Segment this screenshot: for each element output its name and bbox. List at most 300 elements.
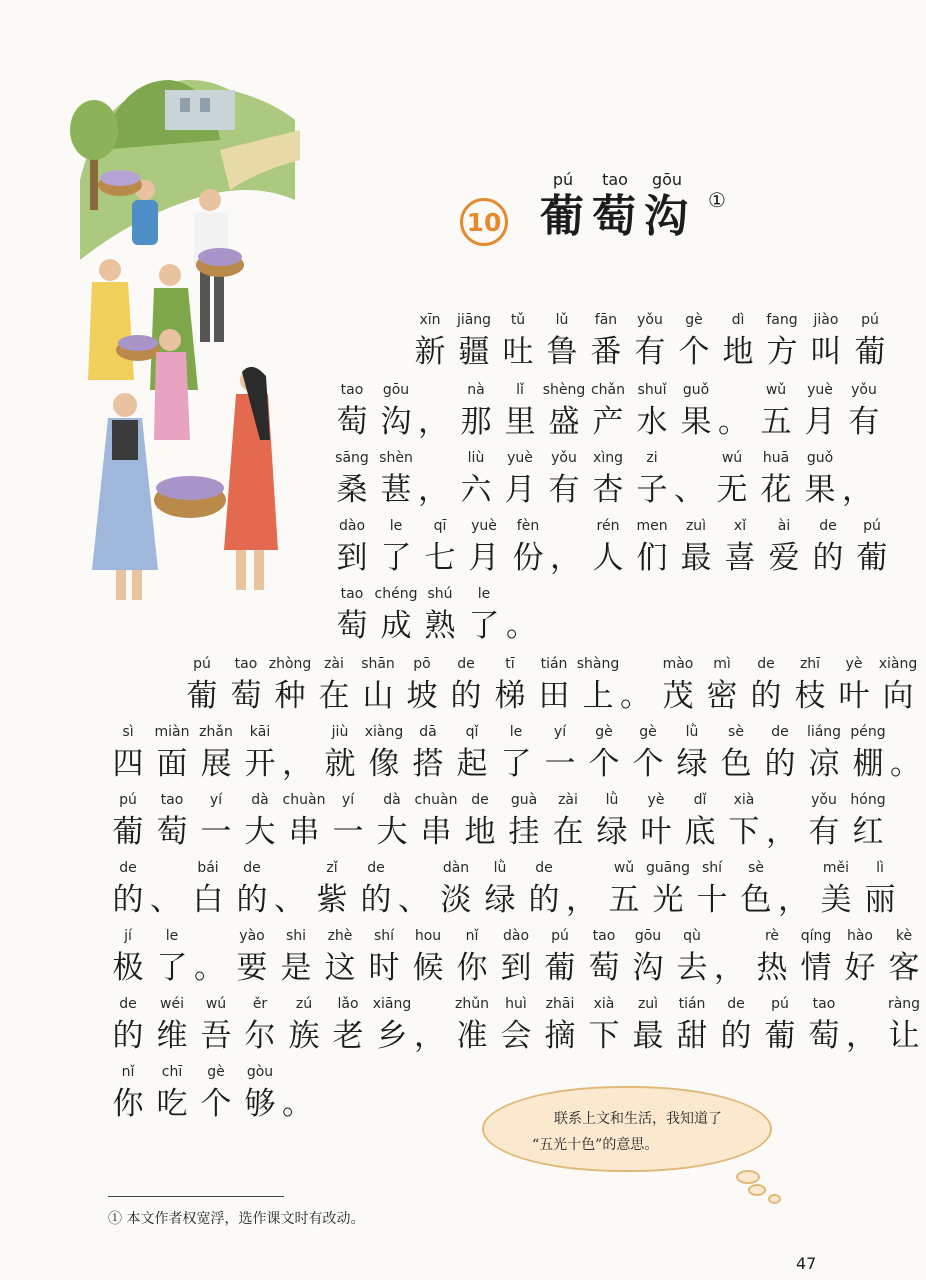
char-cell — [858, 858, 902, 922]
char-cell — [414, 790, 458, 854]
hanzi: 份 — [512, 540, 544, 576]
pinyin: dā — [419, 724, 437, 740]
hanzi: 葡 — [544, 950, 576, 986]
hanzi: 尔 — [244, 1018, 276, 1054]
char-cell — [672, 310, 716, 374]
hanzi: 红 — [852, 814, 884, 850]
pinyin: xīn — [419, 312, 441, 328]
hanzi: 沟 — [632, 950, 664, 986]
pinyin: tao — [592, 928, 616, 944]
pinyin: jiào — [813, 312, 839, 328]
char-cell — [758, 994, 802, 1058]
pinyin: wú — [721, 450, 743, 466]
title-hanzi: 沟 — [644, 191, 690, 242]
char-cell — [454, 448, 498, 512]
pinyin: tao — [160, 792, 184, 808]
hanzi: 的 — [528, 882, 560, 918]
pinyin: le — [509, 724, 523, 740]
char-cell — [282, 790, 326, 854]
text-line — [106, 790, 890, 854]
pinyin: jí — [124, 928, 132, 944]
punctuation — [566, 858, 602, 922]
hanzi: 个 — [632, 746, 664, 782]
pinyin: de — [367, 860, 385, 876]
char-cell — [418, 516, 462, 580]
punctuation — [150, 858, 186, 922]
char-cell — [538, 994, 582, 1058]
text-line — [330, 380, 886, 444]
pinyin: xiāng — [372, 996, 412, 1012]
pinyin: rè — [764, 928, 780, 944]
hanzi: 候 — [412, 950, 444, 986]
hanzi: 的 — [764, 746, 796, 782]
hanzi: 棚 — [852, 746, 884, 782]
pinyin: mào — [662, 656, 694, 672]
char-cell — [538, 926, 582, 990]
hanzi: 种 — [274, 678, 306, 714]
pinyin: tián — [540, 656, 568, 672]
hanzi: 杏 — [592, 472, 624, 508]
char-cell — [106, 722, 150, 786]
pinyin: tao — [340, 382, 364, 398]
char-cell — [374, 584, 418, 648]
pinyin: lǔ — [555, 312, 569, 328]
hanzi: 的 — [236, 882, 268, 918]
char-cell — [230, 858, 274, 922]
title-hanzi: 葡 — [540, 191, 586, 242]
pinyin: fān — [594, 312, 618, 328]
pinyin: tao — [234, 656, 258, 672]
hanzi: 萄 — [588, 950, 620, 986]
pinyin: shèng — [542, 382, 586, 398]
char-cell — [670, 926, 714, 990]
char-cell — [106, 994, 150, 1058]
pinyin: zhǔn — [455, 996, 489, 1012]
pinyin: ài — [777, 518, 791, 534]
pinyin: qī — [433, 518, 447, 534]
pinyin: bái — [197, 860, 219, 876]
hanzi: 山 — [362, 678, 394, 714]
pinyin: lì — [876, 860, 884, 876]
char-cell — [848, 310, 892, 374]
char-cell — [106, 1062, 150, 1126]
hanzi: 月 — [804, 404, 836, 440]
char-cell — [282, 994, 326, 1058]
hanzi: 。 — [506, 608, 537, 644]
hanzi: 摘 — [544, 1018, 576, 1054]
hanzi: 。 — [718, 404, 749, 440]
hanzi: ， — [418, 404, 449, 440]
hanzi: 葚 — [380, 472, 412, 508]
hanzi: 梯 — [494, 678, 526, 714]
hanzi: 最 — [680, 540, 712, 576]
hanzi: 地 — [722, 334, 754, 370]
hanzi: 绿 — [676, 746, 708, 782]
char-cell — [584, 310, 628, 374]
hanzi: 了 — [500, 746, 532, 782]
hanzi: 、 — [274, 882, 305, 918]
char-cell — [310, 858, 354, 922]
char-cell — [326, 790, 370, 854]
hanzi: 在 — [318, 678, 350, 714]
pinyin: jiāng — [456, 312, 492, 328]
hanzi: 一 — [332, 814, 364, 850]
text-line — [106, 1062, 318, 1126]
char-cell — [312, 654, 356, 718]
pinyin: hào — [846, 928, 874, 944]
char-cell — [450, 722, 494, 786]
hanzi: 六 — [460, 472, 492, 508]
hanzi: 丽 — [864, 882, 896, 918]
pinyin: pō — [413, 656, 431, 672]
char-cell — [370, 790, 414, 854]
char-cell — [238, 994, 282, 1058]
hanzi: 爱 — [768, 540, 800, 576]
char-cell — [330, 584, 374, 648]
pinyin: sè — [728, 724, 744, 740]
hanzi: ， — [414, 1018, 445, 1054]
pinyin: dào — [338, 518, 366, 534]
char-cell — [450, 926, 494, 990]
hanzi: 。 — [282, 1086, 313, 1122]
pinyin: pú — [119, 792, 137, 808]
pinyin: de — [471, 792, 489, 808]
pinyin: shí — [373, 928, 395, 944]
hanzi: 五 — [760, 404, 792, 440]
char-cell — [330, 448, 374, 512]
pinyin: hóng — [850, 792, 886, 808]
pinyin: guǒ — [806, 450, 834, 466]
hanzi: 五 — [608, 882, 640, 918]
pinyin: yǒu — [637, 312, 663, 328]
char-cell — [700, 654, 744, 718]
footnote: ① 本文作者权宽浮，选作课文时有改动。 — [108, 1211, 365, 1227]
pinyin: chī — [161, 1064, 183, 1080]
pinyin: chuàn — [282, 792, 326, 808]
hanzi: 的 — [450, 678, 482, 714]
char-cell — [418, 584, 462, 648]
punctuation — [550, 516, 586, 580]
pinyin: kāi — [249, 724, 271, 740]
char-cell — [106, 790, 150, 854]
text-line — [330, 448, 878, 512]
hanzi: 那 — [460, 404, 492, 440]
pinyin: de — [819, 518, 837, 534]
char-cell — [582, 926, 626, 990]
pinyin: zi — [646, 450, 658, 466]
char-cell — [274, 926, 318, 990]
hanzi: 萄 — [808, 1018, 840, 1054]
char-cell — [150, 926, 194, 990]
char-cell — [434, 858, 478, 922]
char-cell — [750, 926, 794, 990]
char-cell — [408, 310, 452, 374]
text-line — [408, 310, 892, 374]
hanzi: 果 — [680, 404, 712, 440]
char-cell — [802, 722, 846, 786]
char-cell — [330, 516, 374, 580]
title-char — [540, 170, 586, 244]
pinyin: gè — [595, 724, 613, 740]
pinyin: zhāi — [545, 996, 575, 1012]
hanzi: 枝 — [794, 678, 826, 714]
char-cell — [186, 858, 230, 922]
hanzi: 萄 — [230, 678, 262, 714]
char-cell — [754, 380, 798, 444]
char-cell — [362, 926, 406, 990]
char-cell — [678, 790, 722, 854]
hanzi: 叶 — [640, 814, 672, 850]
pinyin: shèn — [379, 450, 413, 466]
char-cell — [586, 380, 630, 444]
hanzi: 准 — [456, 1018, 488, 1054]
hanzi: 有 — [848, 404, 880, 440]
pinyin: yí — [341, 792, 355, 808]
pinyin: liáng — [806, 724, 842, 740]
pinyin: shi — [285, 928, 307, 944]
pinyin: nà — [467, 382, 485, 398]
hanzi: 客 — [888, 950, 920, 986]
hanzi: 水 — [636, 404, 668, 440]
text-line — [106, 926, 926, 990]
title-pinyin: pú — [552, 170, 574, 189]
pinyin: miàn — [154, 724, 190, 740]
hanzi: 维 — [156, 1018, 188, 1054]
hanzi: 串 — [420, 814, 452, 850]
punctuation — [766, 790, 802, 854]
pinyin: guǒ — [682, 382, 710, 398]
char-cell — [150, 994, 194, 1058]
char-cell — [194, 722, 238, 786]
char-cell — [374, 380, 418, 444]
char-cell — [494, 926, 538, 990]
hanzi: 淡 — [440, 882, 472, 918]
char-cell — [224, 654, 268, 718]
char-cell — [194, 790, 238, 854]
pinyin: tī — [505, 656, 515, 672]
char-cell — [804, 310, 848, 374]
char-cell — [458, 790, 502, 854]
pinyin: fèn — [516, 518, 540, 534]
text-line — [106, 722, 926, 786]
hanzi: 吃 — [156, 1086, 188, 1122]
hanzi: 、 — [674, 472, 705, 508]
pinyin: péng — [850, 724, 886, 740]
pinyin: qù — [683, 928, 701, 944]
char-cell — [626, 722, 670, 786]
char-cell — [498, 448, 542, 512]
char-cell — [670, 994, 714, 1058]
hanzi: 上 — [582, 678, 614, 714]
pinyin: le — [165, 928, 179, 944]
title-footnote-mark: ① — [708, 188, 726, 212]
char-cell — [788, 654, 832, 718]
char-cell — [318, 926, 362, 990]
pinyin: wú — [205, 996, 227, 1012]
char-cell — [690, 858, 734, 922]
pinyin: shí — [701, 860, 723, 876]
pinyin: jiù — [331, 724, 349, 740]
text-line — [106, 994, 926, 1058]
hanzi: 有 — [634, 334, 666, 370]
char-cell — [326, 994, 370, 1058]
hanzi: 底 — [684, 814, 716, 850]
hanzi: 起 — [456, 746, 488, 782]
pinyin: le — [477, 586, 491, 602]
char-cell — [494, 994, 538, 1058]
pinyin: mì — [713, 656, 731, 672]
hanzi: 挂 — [508, 814, 540, 850]
hanzi: 葡 — [112, 814, 144, 850]
char-cell — [760, 310, 804, 374]
char-cell — [762, 516, 806, 580]
pinyin: gè — [207, 1064, 225, 1080]
punctuation — [282, 722, 318, 786]
char-cell — [532, 654, 576, 718]
bubble-dot — [768, 1194, 781, 1204]
hanzi: 沟 — [380, 404, 412, 440]
punctuation — [506, 584, 542, 648]
hanzi: 吾 — [200, 1018, 232, 1054]
char-cell — [586, 448, 630, 512]
pinyin: sì — [122, 724, 134, 740]
char-cell — [268, 654, 312, 718]
punctuation — [674, 448, 710, 512]
pinyin: zǐ — [326, 860, 338, 876]
hanzi: 老 — [332, 1018, 364, 1054]
hanzi: ， — [778, 882, 809, 918]
pinyin: zhǎn — [199, 724, 233, 740]
punctuation — [890, 722, 926, 786]
pinyin: de — [457, 656, 475, 672]
text-line — [180, 654, 920, 718]
hanzi: 搭 — [412, 746, 444, 782]
hanzi: 葡 — [854, 334, 886, 370]
char-cell — [370, 994, 414, 1058]
hanzi: 有 — [808, 814, 840, 850]
pinyin: zuì — [685, 518, 707, 534]
hanzi: ， — [766, 814, 797, 850]
char-cell — [150, 1062, 194, 1126]
pinyin: de — [243, 860, 261, 876]
hanzi: 萄 — [336, 608, 368, 644]
char-cell — [106, 926, 150, 990]
char-cell — [714, 722, 758, 786]
char-cell — [356, 654, 400, 718]
hanzi: ， — [714, 950, 745, 986]
pinyin: pú — [861, 312, 879, 328]
text-line — [330, 516, 894, 580]
hanzi: 是 — [280, 950, 312, 986]
lesson-title — [540, 170, 690, 244]
hanzi: 下 — [728, 814, 760, 850]
char-cell — [194, 1062, 238, 1126]
pinyin: sè — [748, 860, 764, 876]
punctuation — [620, 654, 656, 718]
pinyin: de — [727, 996, 745, 1012]
hanzi: 、 — [398, 882, 429, 918]
pinyin: sāng — [335, 450, 369, 466]
hanzi: 开 — [244, 746, 276, 782]
pinyin: yǒu — [851, 382, 877, 398]
hanzi: 个 — [678, 334, 710, 370]
hanzi: 光 — [652, 882, 684, 918]
char-cell — [744, 654, 788, 718]
char-cell — [882, 994, 926, 1058]
pinyin: chuàn — [414, 792, 458, 808]
char-cell — [876, 654, 920, 718]
title-char — [644, 170, 690, 244]
hanzi: 个 — [200, 1086, 232, 1122]
hanzi: 情 — [800, 950, 832, 986]
char-cell — [806, 516, 850, 580]
pinyin: nǐ — [465, 928, 479, 944]
hanzi: 一 — [544, 746, 576, 782]
pinyin: lǜ — [605, 792, 619, 808]
char-cell — [710, 448, 754, 512]
hanzi: 到 — [500, 950, 532, 986]
pinyin: ràng — [887, 996, 921, 1012]
char-cell — [478, 858, 522, 922]
char-cell — [374, 516, 418, 580]
char-cell — [406, 926, 450, 990]
title-hanzi: 萄 — [592, 191, 638, 242]
hanzi: 够 — [244, 1086, 276, 1122]
hanzi: 子 — [636, 472, 668, 508]
char-cell — [832, 654, 876, 718]
hanzi: 的 — [112, 882, 144, 918]
pinyin: zú — [295, 996, 313, 1012]
text-line — [106, 858, 902, 922]
pinyin: yuè — [471, 518, 497, 534]
hanzi: ， — [550, 540, 581, 576]
char-cell — [542, 380, 586, 444]
pinyin: shuǐ — [637, 382, 667, 398]
hanzi: 产 — [592, 404, 624, 440]
char-cell — [494, 722, 538, 786]
char-cell — [230, 926, 274, 990]
hanzi: 的 — [360, 882, 392, 918]
pinyin: wéi — [160, 996, 184, 1012]
char-cell — [754, 448, 798, 512]
hanzi: 要 — [236, 950, 268, 986]
char-cell — [454, 380, 498, 444]
char-cell — [846, 790, 890, 854]
hanzi: 大 — [244, 814, 276, 850]
pinyin: pú — [863, 518, 881, 534]
hanzi: 绿 — [596, 814, 628, 850]
hanzi: ， — [282, 746, 313, 782]
pinyin: zhī — [799, 656, 821, 672]
hanzi: 在 — [552, 814, 584, 850]
pinyin: shú — [427, 586, 453, 602]
char-cell — [734, 858, 778, 922]
hanzi: 萄 — [156, 814, 188, 850]
pinyin: zài — [558, 792, 578, 808]
char-cell — [488, 654, 532, 718]
char-cell — [354, 858, 398, 922]
hanzi: 甜 — [676, 1018, 708, 1054]
char-cell — [238, 722, 282, 786]
hanzi: 叫 — [810, 334, 842, 370]
hanzi: 乡 — [376, 1018, 408, 1054]
hanzi: ， — [842, 472, 873, 508]
hanzi: 有 — [548, 472, 580, 508]
bubble-line-1: 联系上文和生活，我知道了 — [554, 1111, 722, 1127]
pinyin: lǐ — [516, 382, 524, 398]
char-cell — [462, 516, 506, 580]
hanzi: 了 — [468, 608, 500, 644]
